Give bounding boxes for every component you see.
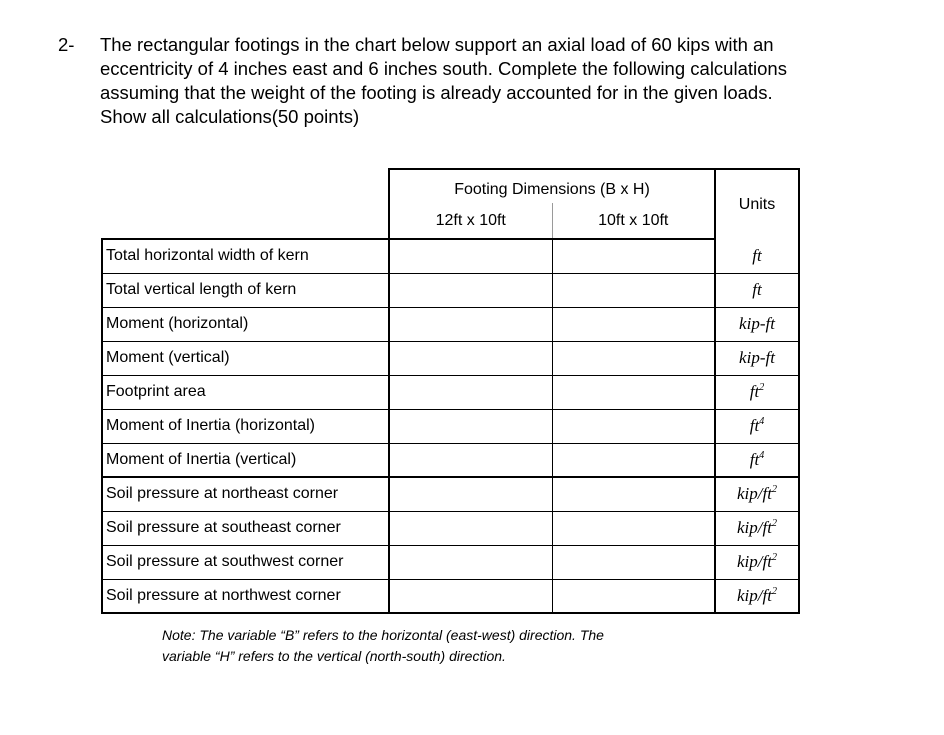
problem-number: 2- — [58, 34, 75, 55]
answer-cell-12x10[interactable] — [389, 273, 552, 307]
unit-exponent: 2 — [771, 585, 777, 597]
unit-exponent: 2 — [771, 484, 777, 496]
unit-text: ft — [752, 280, 762, 299]
answer-cell-10x10[interactable] — [552, 579, 715, 613]
unit-cell — [715, 273, 799, 307]
answer-cell-12x10[interactable] — [389, 477, 552, 511]
unit-cell — [715, 443, 799, 477]
row-label: Moment (horizontal) — [102, 307, 389, 341]
answer-cell-12x10[interactable] — [389, 511, 552, 545]
answer-cell-12x10[interactable] — [389, 307, 552, 341]
note-line: Note: The variable “B” refers to the horizontal (east-west) direction. The — [162, 627, 604, 643]
row-label: Footprint area — [102, 375, 389, 409]
row-label: Soil pressure at northwest corner — [102, 579, 389, 613]
unit-text: kip/ft — [737, 552, 772, 571]
table-row — [102, 477, 799, 511]
unit-text: kip-ft — [739, 314, 775, 333]
unit-cell — [715, 511, 799, 545]
problem-line: The rectangular footings in the chart below support an axial load of 60 kips with an — [100, 34, 774, 55]
table-row — [102, 307, 799, 341]
unit-cell — [715, 307, 799, 341]
unit-text: ft — [749, 382, 760, 401]
table-row — [102, 545, 799, 579]
unit-text: ft — [752, 245, 762, 265]
unit-cell — [715, 579, 799, 613]
row-label: Total vertical length of kern — [102, 273, 389, 307]
unit-cell — [715, 545, 799, 579]
blank-header-cell — [102, 169, 389, 203]
table-row — [102, 273, 799, 307]
row-label: Soil pressure at southeast corner — [102, 511, 389, 545]
answer-cell-12x10[interactable] — [389, 375, 552, 409]
answer-cell-10x10[interactable] — [552, 545, 715, 579]
footing-table — [101, 168, 800, 614]
answer-cell-10x10[interactable] — [552, 511, 715, 545]
unit-cell — [715, 477, 799, 511]
problem-line: eccentricity of 4 inches east and 6 inches south. Complete the following calculations — [100, 58, 787, 79]
answer-cell-12x10[interactable] — [389, 239, 552, 273]
unit-exponent: 2 — [771, 518, 777, 529]
answer-cell-10x10[interactable] — [552, 273, 715, 307]
answer-cell-10x10[interactable] — [552, 443, 715, 477]
row-label: Moment of Inertia (horizontal) — [102, 409, 389, 443]
answer-cell-10x10[interactable] — [552, 409, 715, 443]
row-label: Moment of Inertia (vertical) — [102, 443, 389, 477]
answer-cell-12x10[interactable] — [389, 409, 552, 443]
units-header: Units — [715, 169, 799, 239]
problem-line: assuming that the weight of the footing is already accounted for in the given loads. — [100, 82, 773, 103]
answer-cell-10x10[interactable] — [552, 239, 715, 273]
note — [162, 625, 782, 667]
table-row — [102, 579, 799, 613]
table-row — [102, 239, 799, 273]
problem-text — [100, 33, 900, 129]
note-line: variable “H” refers to the vertical (north-south) direction. — [162, 648, 506, 664]
problem-line: Show all calculations(50 points) — [100, 106, 360, 127]
table-row — [102, 341, 799, 375]
unit-text: kip/ft — [737, 585, 772, 605]
row-label: Total horizontal width of kern — [102, 239, 389, 273]
unit-cell — [715, 409, 799, 443]
unit-exponent: 2 — [771, 552, 777, 563]
answer-cell-12x10[interactable] — [389, 545, 552, 579]
unit-exponent: 4 — [759, 449, 765, 461]
answer-cell-12x10[interactable] — [389, 579, 552, 613]
row-label: Soil pressure at southwest corner — [102, 545, 389, 579]
answer-cell-10x10[interactable] — [552, 477, 715, 511]
table-row — [102, 443, 799, 477]
table-row — [102, 409, 799, 443]
table-row — [102, 511, 799, 545]
unit-text: kip/ft — [737, 518, 772, 537]
unit-cell — [715, 239, 799, 273]
unit-exponent: 4 — [759, 416, 765, 427]
answer-cell-10x10[interactable] — [552, 341, 715, 375]
answer-cell-12x10[interactable] — [389, 341, 552, 375]
unit-text: ft — [749, 449, 760, 469]
footing-dimensions-header: Footing Dimensions (B x H) — [389, 169, 715, 203]
unit-text: kip/ft — [737, 484, 772, 504]
table-row — [102, 375, 799, 409]
answer-cell-10x10[interactable] — [552, 307, 715, 341]
blank-header-cell — [102, 203, 389, 239]
column-header-10x10: 10ft x 10ft — [552, 203, 715, 239]
unit-cell — [715, 375, 799, 409]
row-label: Moment (vertical) — [102, 341, 389, 375]
unit-cell — [715, 341, 799, 375]
unit-exponent: 2 — [759, 382, 765, 393]
unit-text: kip-ft — [739, 348, 775, 367]
unit-text: ft — [749, 416, 760, 435]
answer-cell-12x10[interactable] — [389, 443, 552, 477]
column-header-12x10: 12ft x 10ft — [389, 203, 552, 239]
row-label: Soil pressure at northeast corner — [102, 477, 389, 511]
answer-cell-10x10[interactable] — [552, 375, 715, 409]
